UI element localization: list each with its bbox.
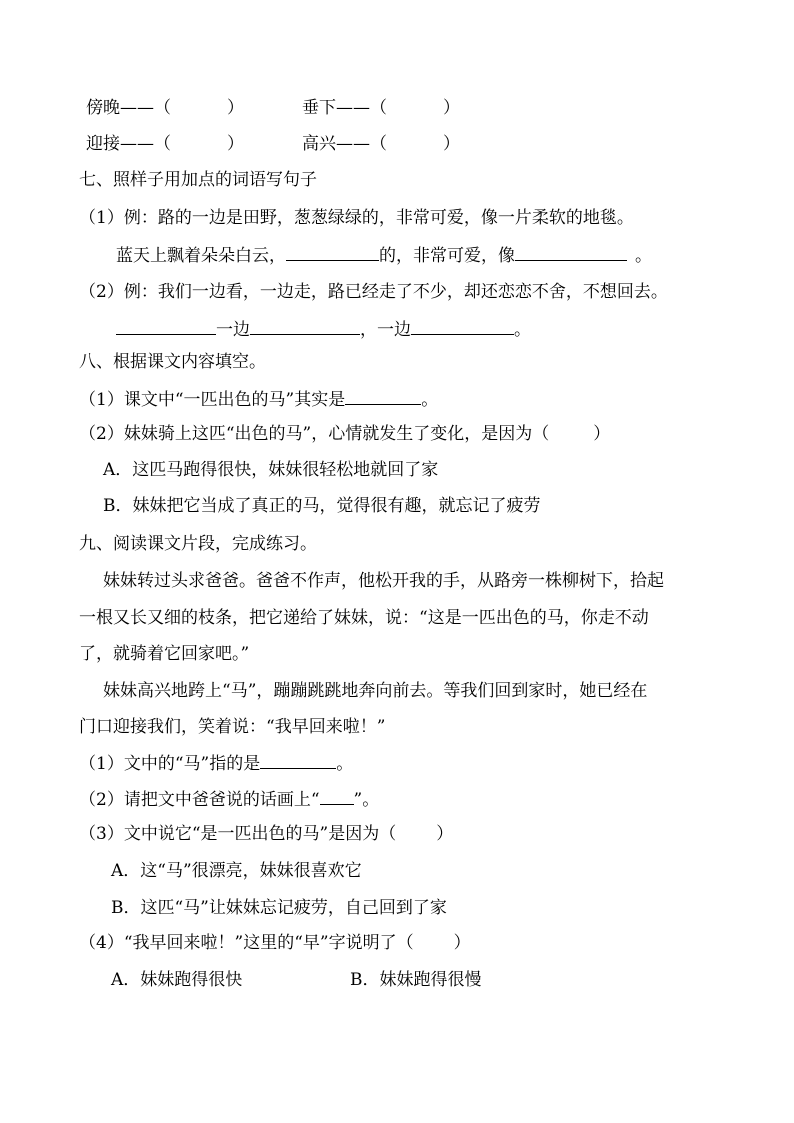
- word-pair-1: 傍晚——（ ）: [86, 98, 244, 118]
- section7-q1-example: （1）例：路的一边是田野，葱葱绿绿的，非常可爱，像一片柔软的地毯。: [79, 208, 634, 228]
- passage-line: 了，就骑着它回家吧。”: [79, 644, 250, 664]
- answer-blank[interactable]: [411, 320, 514, 335]
- section7-heading: 七、照样子用加点的词语写句子: [79, 170, 317, 190]
- word-pair-4: 高兴——（ ）: [302, 134, 460, 154]
- answer-blank[interactable]: [286, 246, 379, 261]
- section9-q1: （1）文中的“马”指的是 。: [79, 754, 354, 774]
- section8-q2: （2）妹妹骑上这匹“出色的马”，心情就发生了变化，是因为（ ）: [79, 424, 611, 444]
- word-pair-3: 迎接——（ ）: [86, 134, 244, 154]
- section9-heading: 九、阅读课文片段，完成练习。: [79, 534, 317, 554]
- section8-option-a: A．这匹马跑得很快，妹妹很轻松地就回了家: [103, 460, 439, 480]
- answer-blank[interactable]: [116, 320, 216, 335]
- section7-q1-prompt: 蓝天上飘着朵朵白云， 的，非常可爱，像 。: [116, 246, 652, 266]
- section8-option-b: B．妹妹把它当成了真正的马，觉得很有趣，就忘记了疲劳: [103, 496, 541, 516]
- word-pair-2: 垂下——（ ）: [302, 98, 460, 118]
- answer-blank[interactable]: [320, 790, 354, 805]
- section7-q2-example: （2）例：我们一边看，一边走，路已经走了不少，却还恋恋不舍，不想回去。: [79, 282, 668, 302]
- section9-q4-option-a: A．妹妹跑得很快: [111, 970, 243, 990]
- passage-line: 一根又长又细的枝条，把它递给了妹妹，说：“这是一匹出色的马，你走不动: [79, 608, 649, 628]
- section7-q2-prompt: 一边 ，一边 。: [116, 320, 531, 339]
- section9-q3-option-b: B．这匹“马”让妹妹忘记疲劳，自己回到了家: [111, 898, 447, 918]
- passage-line: 门口迎接我们，笑着说：“我早回来啦！”: [79, 717, 386, 737]
- section9-q3-option-a: A．这“马”很漂亮，妹妹很喜欢它: [111, 861, 362, 881]
- answer-blank[interactable]: [515, 246, 627, 261]
- answer-blank[interactable]: [345, 390, 421, 405]
- section9-q3: （3）文中说它“是一匹出色的马”是因为（ ）: [79, 824, 454, 844]
- passage-line: 妹妹高兴地跨上“马”，蹦蹦跳跳地奔向前去。等我们回到家时，她已经在: [103, 681, 648, 701]
- answer-blank[interactable]: [250, 320, 360, 335]
- section8-heading: 八、根据课文内容填空。: [79, 352, 266, 372]
- answer-blank[interactable]: [260, 754, 336, 769]
- section9-q2: （2）请把文中爸爸说的话画上“ ”。: [79, 790, 380, 810]
- section9-q4: （4）“我早回来啦！”这里的“早”字说明了（ ）: [79, 933, 471, 953]
- passage-line: 妹妹转过头求爸爸。爸爸不作声，他松开我的手，从路旁一株柳树下，拾起: [103, 571, 664, 591]
- section8-q1: （1）课文中“一匹出色的马”其实是 。: [79, 390, 439, 410]
- section9-q4-option-b: B．妹妹跑得很慢: [350, 970, 482, 990]
